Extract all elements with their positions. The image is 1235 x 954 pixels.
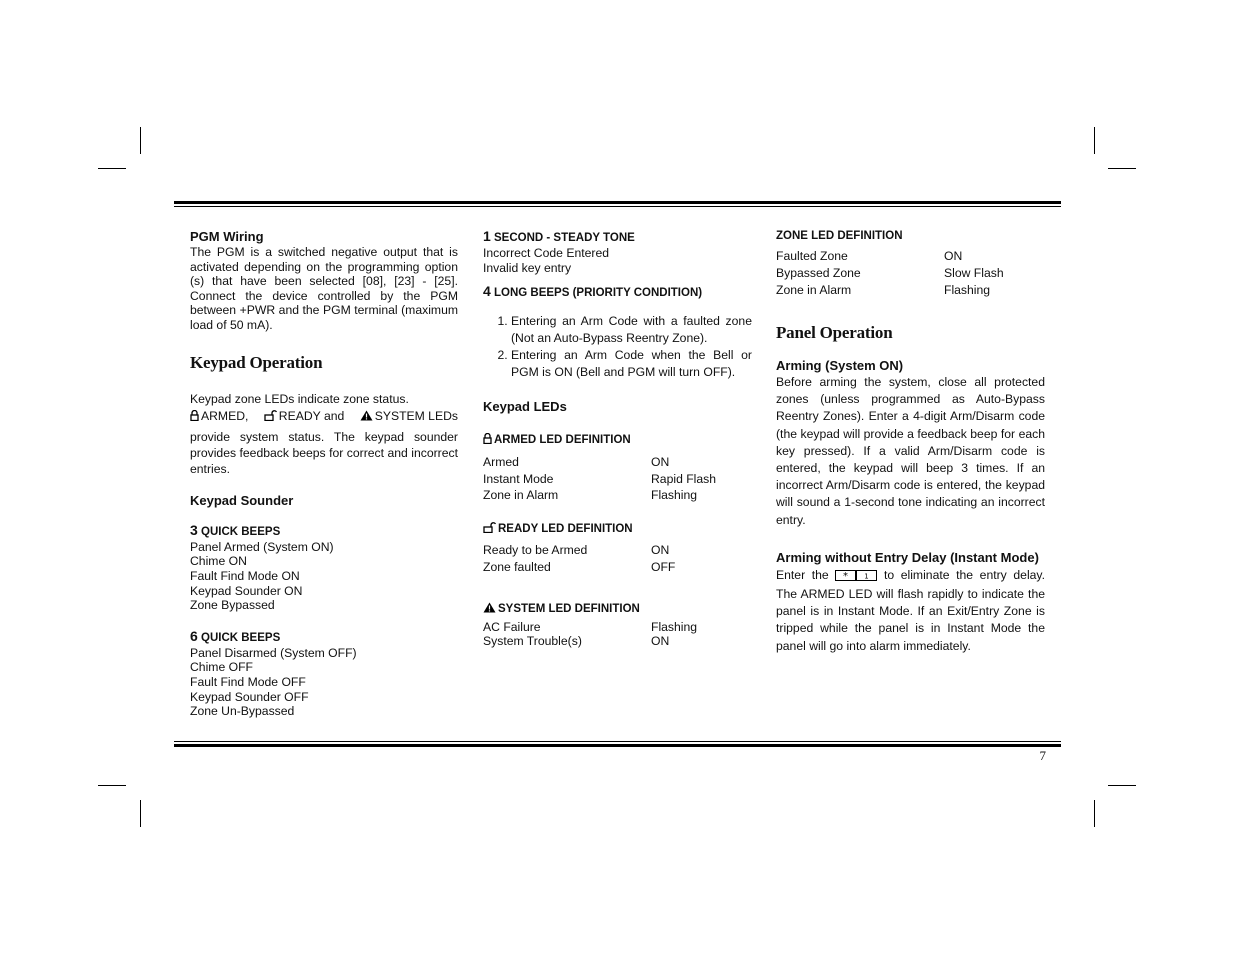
beeps6-item: Panel Disarmed (System OFF) [190,645,357,660]
keypad-operation-text-a: Keypad zone LEDs indicate zone status. [190,391,409,406]
beeps6-item: Chime OFF [190,660,253,675]
warning-triangle-icon [360,409,373,426]
zone-led-definition-heading: ZONE LED DEFINITION [776,230,903,242]
zone-row: Bypassed Zone Slow Flash [776,266,1004,280]
six-quick-beeps-heading: 6 QUICK BEEPS [190,627,281,644]
system-label: SYSTEM LEDs [374,408,458,423]
system-led-definition-heading: SYSTEM LED DEFINITION [483,602,752,618]
beeps3-item: Chime ON [190,554,247,569]
header-rule [174,201,1061,209]
beeps3-item: Panel Armed (System ON) [190,539,334,554]
keypad-sounder-heading: Keypad Sounder [190,492,294,508]
keypad-leds-heading: Keypad LEDs [483,399,567,415]
crop-mark [140,127,141,154]
page-number: 7 [1039,748,1046,763]
tone-item: Invalid key entry [483,260,572,275]
system-row: System Trouble(s) ON [483,634,670,649]
armed-row: Instant Mode Rapid Flash [483,471,717,486]
lock-closed-icon [483,433,492,449]
steady-tone-heading: 1 SECOND - STEADY TONE [483,228,635,244]
ready-led-definition-heading: READY LED DEFINITION [483,522,752,538]
instant-mode-heading: Arming without Entry Delay (Instant Mode) [776,549,1039,565]
long-beeps-item: 1. Entering an Arm Code with a faulted zone (Not an Auto-Bypass Reentry Zone). [511,313,752,346]
column-3 [776,229,1045,655]
ready-row: Ready to be Armed ON [483,542,670,557]
beeps3-item: Fault Find Mode ON [190,568,300,583]
crop-mark [1094,127,1095,154]
zone-row: Faulted Zone ON [776,249,963,263]
beeps3-item: Keypad Sounder ON [190,583,303,598]
pgm-wiring-text: The PGM is a switched negative output that is activated depending on the programming option (s) that have been selected [08], [23] - [25]. Connect the device controlled by the PGM between +PWR and the PGM terminal (maximum load of 50 mA). [190,245,458,332]
warning-triangle-icon [483,602,496,618]
star-one-keys-icon [835,569,877,586]
beeps3-item: Zone Bypassed [190,598,275,613]
column-1 [190,229,458,719]
tone-item: Incorrect Code Entered [483,246,610,260]
zone-row: Zone in Alarm Flashing [776,283,991,297]
crop-mark [98,168,126,169]
beeps6-item: Fault Find Mode OFF [190,674,306,689]
instant-mode-text: Enter the * 1 to eliminate the entry delay. The ARMED LED will flash rapidly to indicate the panel is in Instant Mode. If an Exit/Entry Zone is tripped while the panel is in Instant Mode the panel will go into alarm immediately. [776,567,1046,653]
column-2 [483,229,752,649]
crop-mark [1094,800,1095,827]
lock-open-icon [483,522,496,538]
ready-label: READY and [278,408,345,423]
crop-mark [98,785,126,786]
keypad-led-line [190,408,458,426]
three-quick-beeps-heading: 3 QUICK BEEPS [190,521,281,538]
svg-text:*: * [843,570,849,581]
keypad-operation-text-b: provide system status. The keypad sounder provides feedback beeps for correct and incorrect entries. [190,429,458,476]
armed-label: ARMED, [201,408,249,423]
crop-mark [1108,168,1136,169]
ready-row: Zone faulted OFF [483,559,676,574]
armed-row: Zone in Alarm Flashing [483,488,698,503]
system-row: AC Failure Flashing [483,619,698,634]
keypad-operation-heading: Keypad Operation [190,352,323,372]
armed-row: Armed ON [483,455,670,470]
panel-operation-heading: Panel Operation [776,323,893,342]
pgm-wiring-heading: PGM Wiring [190,229,264,244]
svg-text:1: 1 [864,572,870,581]
lock-closed-icon [190,409,199,426]
footer-rule [174,741,1061,749]
lock-open-icon [264,409,277,426]
armed-led-definition-heading: ARMED LED DEFINITION [483,433,752,449]
long-beeps-list [483,313,752,380]
crop-mark [1108,785,1136,786]
arming-system-on-heading: Arming (System ON) [776,358,904,373]
long-beeps-heading: 4 LONG BEEPS (PRIORITY CONDITION) [483,283,703,300]
crop-mark [140,800,141,827]
beeps6-item: Zone Un-Bypassed [190,704,295,719]
long-beeps-item: 2. Entering an Arm Code when the Bell or PGM is ON (Bell and PGM will turn OFF). [511,347,752,380]
arming-text: Before arming the system, close all protected zones (unless programmed as Auto-Bypass Reentry Zones). Enter a 4-digit Arm/Disarm code (the keypad will provide a feedback beep for each key pressed). If a valid Arm/Disarm code is entered, the keypad will beep 3 times. If an incorrect Arm/Disarm code is entered, the keypad will sound a 1-second tone indicating an incorrect entry. [776,375,1045,527]
beeps6-item: Keypad Sounder OFF [190,689,309,704]
